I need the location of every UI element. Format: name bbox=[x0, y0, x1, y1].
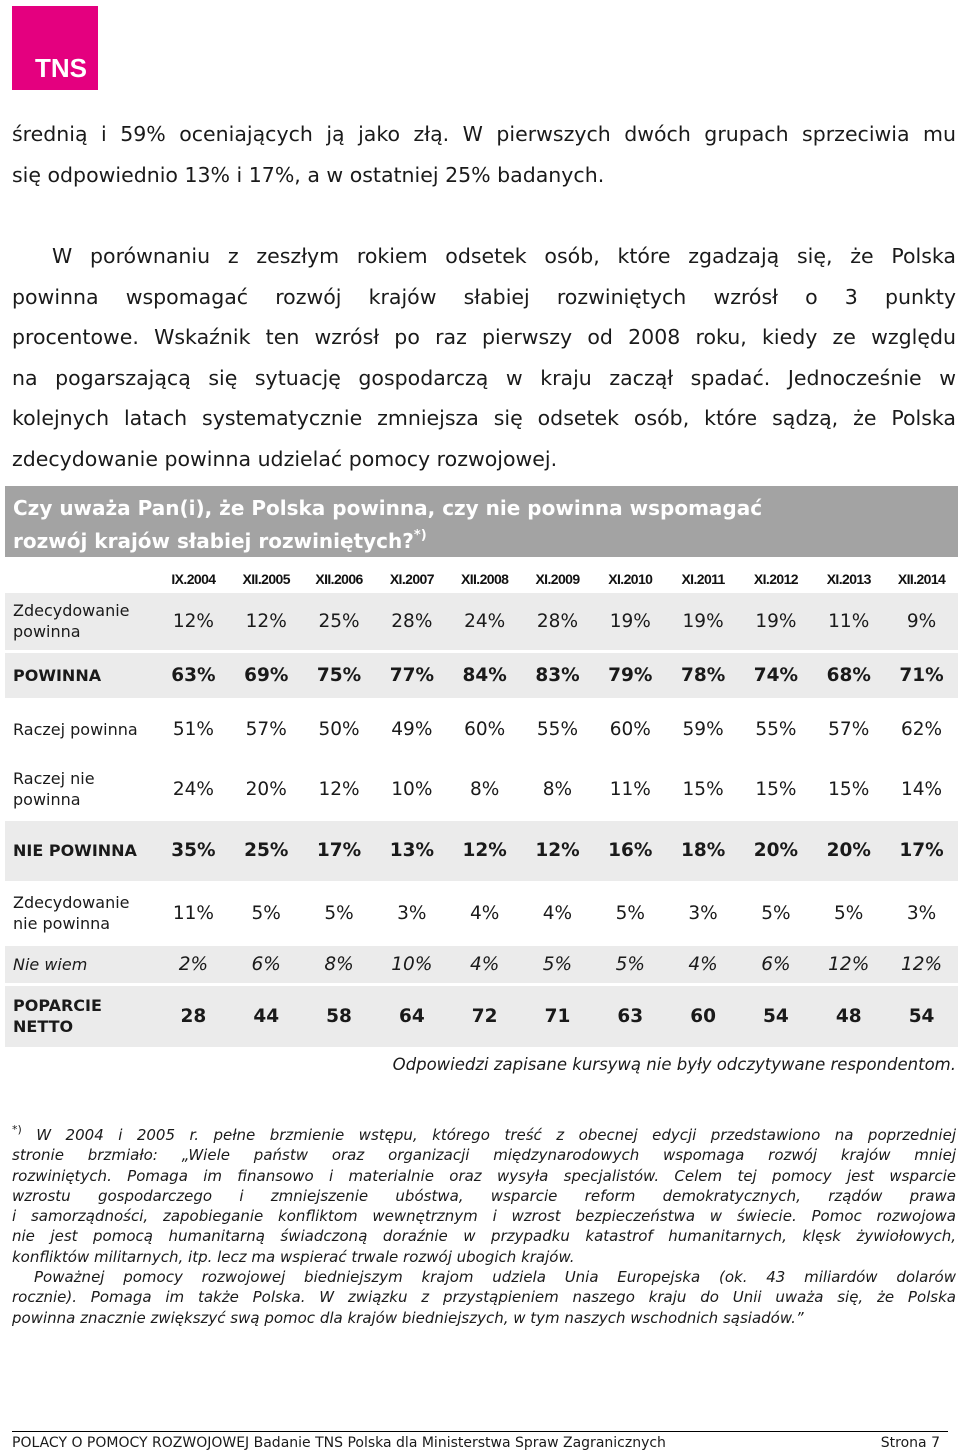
table-cell: 69% bbox=[230, 651, 303, 699]
footer-divider bbox=[12, 1431, 948, 1432]
table-cell: 11% bbox=[812, 593, 885, 651]
table-cell: 5% bbox=[230, 882, 303, 944]
footnote-line: Poważnej pomocy rozwojowej biedniejszym krajom udziela Unia Europejska (ok. 43 miliardów dolarów bbox=[34, 1268, 956, 1287]
column-header: XI.2007 bbox=[389, 570, 434, 587]
table-cell: 12% bbox=[812, 944, 885, 984]
column-header: XI.2013 bbox=[826, 570, 871, 587]
table-cell: 3% bbox=[885, 882, 958, 944]
tns-logo bbox=[12, 6, 98, 90]
footnote-line: i samorządności, zapobieganie konfliktom wewnętrznym i wzrost bezpieczeństwa w świecie. Pomoc rozwojowa bbox=[12, 1207, 956, 1226]
column-header: XI.2011 bbox=[681, 570, 725, 587]
table-cell: 8% bbox=[448, 759, 521, 819]
table-cell: 6% bbox=[740, 944, 813, 984]
table-cell: 55% bbox=[521, 699, 594, 759]
table-note: Odpowiedzi zapisane kursywą nie były odczytywane respondentom. bbox=[392, 1055, 956, 1074]
table-cell: 58 bbox=[303, 984, 376, 1047]
table-cell: 60% bbox=[594, 699, 667, 759]
survey-question bbox=[5, 486, 958, 557]
table-cell: 20% bbox=[812, 819, 885, 882]
footnote-line bbox=[12, 1120, 956, 1145]
table-cell: 4% bbox=[448, 944, 521, 984]
table-cell: 28% bbox=[521, 593, 594, 651]
table-cell: 11% bbox=[157, 882, 230, 944]
table-cell: 19% bbox=[740, 593, 813, 651]
table-cell: 25% bbox=[230, 819, 303, 882]
text-line: średnią i 59% oceniających ją jako złą. W pierwszych dwóch grupach sprzeciwia mu bbox=[12, 122, 956, 146]
table-cell: 55% bbox=[740, 699, 813, 759]
column-header: XII.2014 bbox=[897, 570, 946, 587]
results-table bbox=[5, 564, 958, 1047]
table-cell: 3% bbox=[375, 882, 448, 944]
table-cell: 6% bbox=[230, 944, 303, 984]
table-cell: 75% bbox=[303, 651, 376, 699]
table-cell: 71% bbox=[885, 651, 958, 699]
column-header: XII.2005 bbox=[242, 570, 290, 587]
text-line: kolejnych latach systematycznie zmniejsza się odsetek osób, które sądzą, że Polska bbox=[12, 406, 956, 430]
table-cell: 18% bbox=[667, 819, 740, 882]
logo-text: TNS bbox=[35, 53, 87, 83]
table-cell: 62% bbox=[885, 699, 958, 759]
table-cell: 71 bbox=[521, 984, 594, 1047]
table-row bbox=[5, 699, 958, 759]
text-line: na pogarszającą się sytuację gospodarczą w kraju zaczął spadać. Jednocześnie w bbox=[12, 365, 956, 390]
table-cell: 15% bbox=[812, 759, 885, 819]
table-cell: 15% bbox=[740, 759, 813, 819]
table-cell: 2% bbox=[157, 944, 230, 984]
footnote-line: rocznie). Pomaga im także Polska. W związku z przystąpieniem naszego kraju do Unii uważa się, że Polska bbox=[12, 1288, 956, 1307]
table-cell: 84% bbox=[448, 651, 521, 699]
row-label: Zdecydowanie powinna bbox=[5, 593, 157, 651]
table-cell: 17% bbox=[885, 819, 958, 882]
table-cell: 59% bbox=[667, 699, 740, 759]
table-cell: 83% bbox=[521, 651, 594, 699]
footnote-line: stronie brzmiało: „Wiele państw oraz organizacji międzynarodowych wspomaga rozwój krajów mniej bbox=[12, 1146, 956, 1165]
footer-title: POLACY O POMOCY ROZWOJOWEJ Badanie TNS Polska dla Ministerstwa Spraw Zagranicznych bbox=[12, 1435, 666, 1451]
row-label: Nie wiem bbox=[5, 944, 157, 984]
table-row bbox=[5, 593, 958, 651]
table-cell: 57% bbox=[230, 699, 303, 759]
intro-paragraph bbox=[12, 114, 956, 195]
table-row bbox=[5, 882, 958, 944]
table-row bbox=[5, 819, 958, 882]
table-cell: 54 bbox=[885, 984, 958, 1047]
table-cell: 60 bbox=[667, 984, 740, 1047]
table-cell: 16% bbox=[594, 819, 667, 882]
table-cell: 12% bbox=[521, 819, 594, 882]
table-cell: 77% bbox=[375, 651, 448, 699]
table-cell: 11% bbox=[594, 759, 667, 819]
table-cell: 19% bbox=[594, 593, 667, 651]
table-cell: 3% bbox=[667, 882, 740, 944]
row-label: NIE POWINNA bbox=[5, 819, 157, 882]
table-cell: 24% bbox=[448, 593, 521, 651]
table-row bbox=[5, 944, 958, 984]
table-cell: 24% bbox=[157, 759, 230, 819]
row-label: Raczej nie powinna bbox=[5, 759, 157, 819]
table-cell: 14% bbox=[885, 759, 958, 819]
table-cell: 79% bbox=[594, 651, 667, 699]
table-row bbox=[5, 984, 958, 1047]
column-header: IX.2004 bbox=[171, 570, 216, 587]
table-cell: 64 bbox=[375, 984, 448, 1047]
table-header-row bbox=[5, 564, 958, 593]
text-line: procentowe. Wskaźnik ten wzrósł po raz pierwszy od 2008 roku, kiedy ze względu bbox=[12, 325, 956, 349]
table-cell: 10% bbox=[375, 759, 448, 819]
table-cell: 10% bbox=[375, 944, 448, 984]
table-cell: 12% bbox=[885, 944, 958, 984]
table-cell: 50% bbox=[303, 699, 376, 759]
table-cell: 5% bbox=[594, 882, 667, 944]
table-cell: 15% bbox=[667, 759, 740, 819]
table-cell: 57% bbox=[812, 699, 885, 759]
table-cell: 20% bbox=[740, 819, 813, 882]
table-cell: 13% bbox=[375, 819, 448, 882]
table-cell: 12% bbox=[303, 759, 376, 819]
row-label: Raczej powinna bbox=[5, 699, 157, 759]
table-cell: 74% bbox=[740, 651, 813, 699]
table-cell: 20% bbox=[230, 759, 303, 819]
text-line: zdecydowanie powinna udzielać pomocy rozwojowej. bbox=[12, 446, 558, 471]
table-cell: 48 bbox=[812, 984, 885, 1047]
column-header: XI.2012 bbox=[753, 570, 798, 587]
footnote-line: rozwiniętych. Pomaga im finansowo i materialnie oraz wysyła specjalistów. Celem tej pomocy jest wsparcie bbox=[12, 1166, 956, 1185]
table-cell: 28% bbox=[375, 593, 448, 651]
table-row bbox=[5, 651, 958, 699]
table-cell: 28 bbox=[157, 984, 230, 1047]
question-line: Czy uważa Pan(i), że Polska powinna, czy nie powinna wspomagać bbox=[13, 496, 763, 520]
table-cell: 5% bbox=[303, 882, 376, 944]
footnote bbox=[12, 1120, 956, 1328]
table-cell: 72 bbox=[448, 984, 521, 1047]
footnote-line: konfliktów militarnych, itp. lecz ma wspierać trwale rozwój ubogich krajów. bbox=[12, 1247, 575, 1266]
table-row bbox=[5, 759, 958, 819]
text-line: powinna wspomagać rozwój krajów słabiej rozwiniętych wzrósł o 3 punkty bbox=[12, 284, 956, 309]
footnote-line: wzrostu gospodarczego i zmniejszenie ubóstwa, wsparcie reform demokratycznych, rządów prawa bbox=[12, 1186, 956, 1205]
table-cell: 78% bbox=[667, 651, 740, 699]
column-header: XI.2009 bbox=[535, 570, 580, 587]
footnote-marker: *) bbox=[12, 1123, 22, 1136]
table-cell: 4% bbox=[448, 882, 521, 944]
table-cell: 9% bbox=[885, 593, 958, 651]
footnote-marker: *) bbox=[413, 528, 427, 543]
table-cell: 17% bbox=[303, 819, 376, 882]
footnote-text: W 2004 i 2005 r. pełne brzmienie wstępu, którego treść z obecnej edycji przedstawiono na poprzedniej bbox=[21, 1126, 956, 1144]
table-cell: 12% bbox=[157, 593, 230, 651]
table-cell: 5% bbox=[521, 944, 594, 984]
table-cell: 12% bbox=[448, 819, 521, 882]
table-cell: 49% bbox=[375, 699, 448, 759]
table-cell: 4% bbox=[667, 944, 740, 984]
column-header: XII.2006 bbox=[315, 570, 363, 587]
body-paragraph bbox=[12, 236, 956, 479]
table-cell: 12% bbox=[230, 593, 303, 651]
page-number: Strona 7 bbox=[880, 1435, 940, 1451]
question-line-2 bbox=[13, 522, 958, 555]
table-cell: 60% bbox=[448, 699, 521, 759]
table-cell: 63 bbox=[594, 984, 667, 1047]
table-cell: 19% bbox=[667, 593, 740, 651]
table-cell: 44 bbox=[230, 984, 303, 1047]
question-line: rozwój krajów słabiej rozwiniętych? bbox=[13, 529, 414, 553]
table-cell: 51% bbox=[157, 699, 230, 759]
row-label: Zdecydowanie nie powinna bbox=[5, 882, 157, 944]
text-line: się odpowiednio 13% i 17%, a w ostatniej 25% badanych. bbox=[12, 162, 605, 187]
header-corner bbox=[5, 564, 157, 593]
text-line: W porównaniu z zeszłym rokiem odsetek osób, które zgadzają się, że Polska bbox=[52, 244, 956, 268]
table-cell: 25% bbox=[303, 593, 376, 651]
table-cell: 4% bbox=[521, 882, 594, 944]
table-cell: 5% bbox=[812, 882, 885, 944]
table-cell: 68% bbox=[812, 651, 885, 699]
row-label: POPARCIE NETTO bbox=[5, 984, 157, 1047]
footnote-line: nie jest pomocą humanitarną świadczoną doraźnie w przypadku katastrof humanitarnych, klęsk żywiołowych, bbox=[12, 1227, 956, 1246]
column-header: XI.2010 bbox=[608, 570, 653, 587]
column-header: XII.2008 bbox=[460, 570, 509, 587]
table-cell: 5% bbox=[740, 882, 813, 944]
row-label: POWINNA bbox=[5, 651, 157, 699]
footnote-line: powinna znacznie zwiększyć swą pomoc dla krajów biedniejszych, w tym naszych wschodnich sąsiadów.” bbox=[12, 1308, 804, 1327]
table-cell: 63% bbox=[157, 651, 230, 699]
table-cell: 8% bbox=[303, 944, 376, 984]
table-cell: 5% bbox=[594, 944, 667, 984]
table-cell: 35% bbox=[157, 819, 230, 882]
table-cell: 54 bbox=[740, 984, 813, 1047]
table-cell: 8% bbox=[521, 759, 594, 819]
